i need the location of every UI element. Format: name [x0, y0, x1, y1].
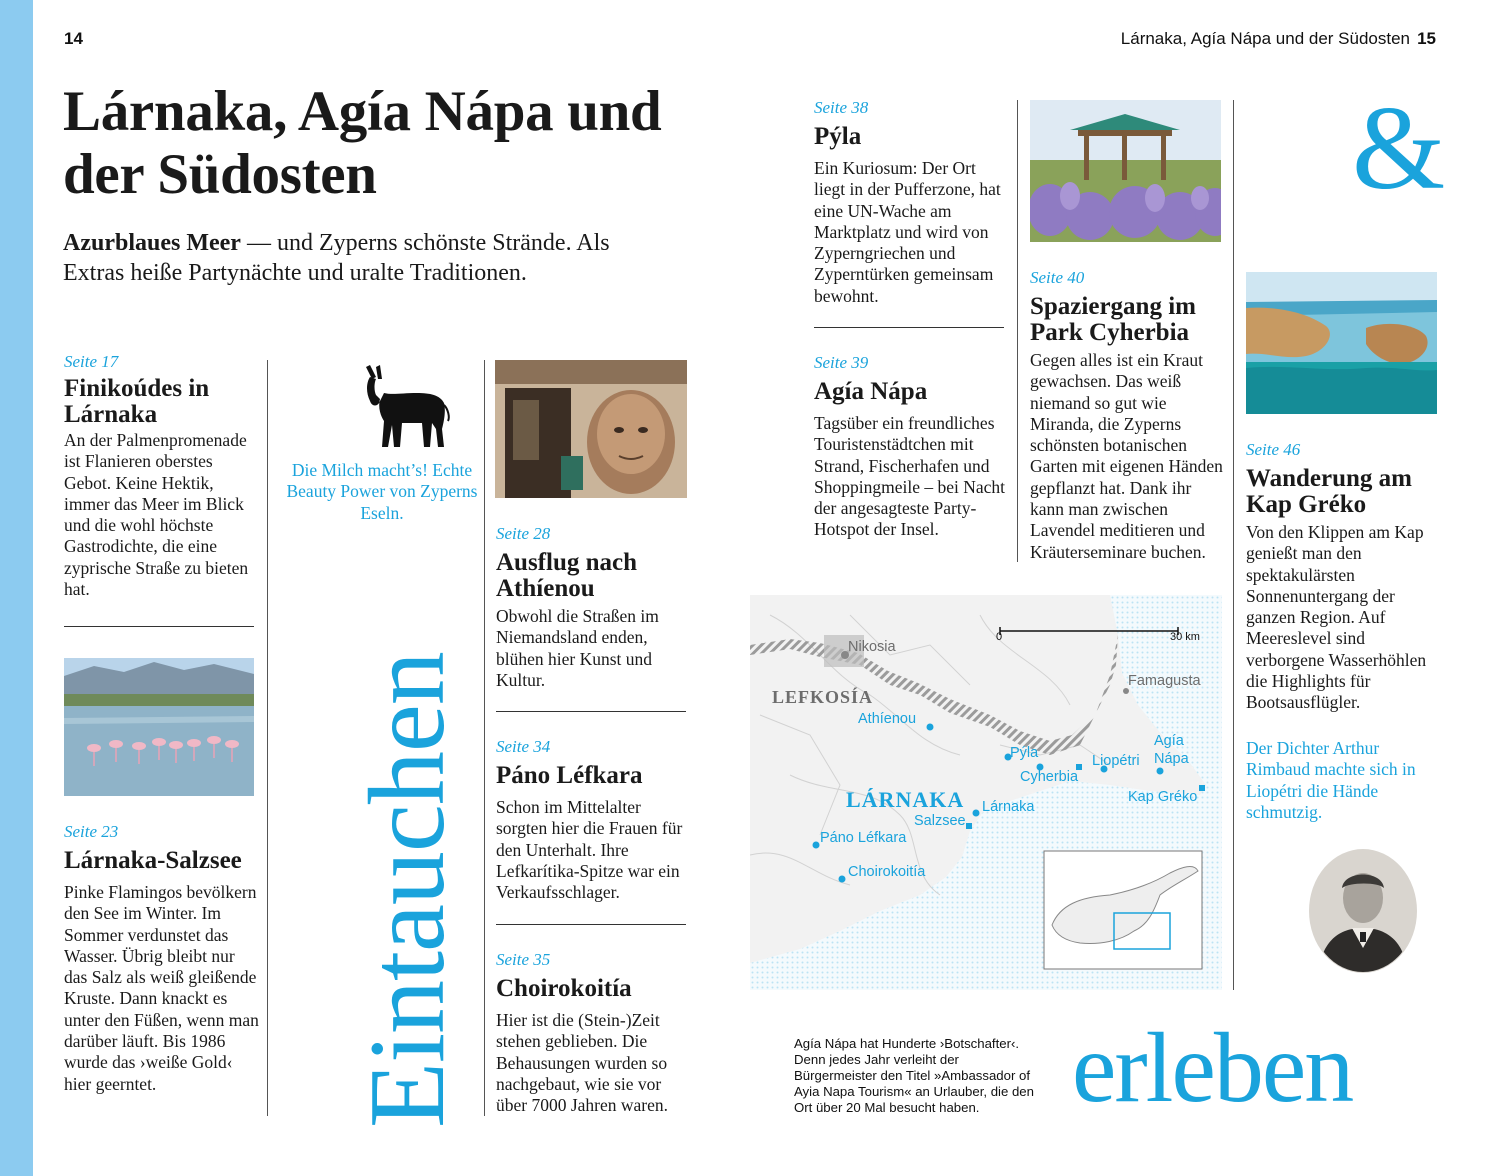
entry-text: Tagsüber ein freundliches Touristenstädtchen mit Strand, Fischerhafen und Shoppingmeile – bei Nacht der angesagteste Party-Hotspot der Insel. [814, 413, 1006, 540]
vertical-word-eintauchen: Eintauchen [348, 652, 467, 1128]
entry-title: Ausflug nach Athíenou [496, 549, 638, 602]
gazebo-lavender-photo [1030, 100, 1221, 242]
map-label-salzsee: Salzsee [914, 813, 966, 829]
column-rule [484, 360, 485, 1116]
map-label-famagusta: Famagusta [1128, 673, 1201, 689]
entry-text: Obwohl die Straßen im Niemandsland enden, blühen hier Kunst und Kultur. [496, 606, 659, 690]
divider [64, 626, 254, 627]
entry-text: Schon im Mittelalter sorgten hier die Frauen für den Unterhalt. Ihre Lefkarítika-Spitze war ein Verkaufsschlager. [496, 797, 683, 903]
map-label-nikosia: Nikosia [848, 639, 896, 655]
entry-page-ref: Seite 35 [496, 950, 551, 969]
map-label-cyherbia: Cyherbia [1020, 769, 1079, 785]
entry-pano-lefkara [496, 737, 688, 903]
entry-finikoudes [64, 352, 260, 600]
ampersand: & [1352, 81, 1446, 214]
entry-text: Gegen alles ist ein Kraut gewachsen. Das weiß niemand so gut wie Miranda, die Zyperns schönsten botanischen Garten mit eigenen Händen gepflanzt hat. Dank ihr kann man zwischen Lavendel meditieren und Kräuterseminare buchen. [1030, 350, 1223, 562]
entry-text: An der Palmenpromenade ist Flanieren oberstes Gebot. Keine Hektik, immer das Meer im Blick und die wohl höchste Gastrodichte, die eine zyprische Straße zu bieten hat. [64, 430, 249, 600]
map-label-lefkosia: LEFKOSÍA [772, 687, 874, 707]
entry-page-ref: Seite 38 [814, 98, 869, 117]
entry-agia-napa [814, 353, 1008, 541]
entry-title: Finikoúdes in Lárnaka [64, 375, 210, 428]
entry-cyherbia [1030, 268, 1226, 563]
page-title [63, 80, 661, 206]
donkey-quote: Die Milch macht’s! Echte Beauty Power von Zyperns Eseln. [286, 460, 478, 523]
title-line-2: der Südosten [63, 143, 377, 206]
cape-greko-photo [1246, 272, 1437, 414]
rimbaud-quote: Der Dichter Arthur Rimbaud machte sich in Liopétri die Hände schmutzig. [1246, 738, 1416, 822]
flamingo-photo [64, 658, 254, 796]
intro-text [63, 228, 663, 288]
entry-page-ref: Seite 40 [1030, 268, 1085, 287]
entry-page-ref: Seite 39 [814, 353, 869, 372]
entry-title: Páno Léfkara [496, 762, 643, 789]
region-map [750, 595, 1222, 990]
entry-page-ref: Seite 17 [64, 352, 119, 371]
entry-page-ref: Seite 46 [1246, 440, 1301, 459]
entry-text: Hier ist die (Stein-)Zeit stehen geblieben. Die Behausungen wurden so nachgebaut, wie sie vor über 7000 Jahren waren. [496, 1010, 669, 1116]
map-label-pyla: Pýla [1010, 745, 1039, 761]
title-line-1: Lárnaka, Agía Nápa und [63, 80, 662, 143]
intro-body: — und Zyperns schönste Strände. Als Extras heiße Partynächte und uralte Traditionen. [63, 230, 610, 286]
map-label-larnaka-region: LÁRNAKA [846, 787, 965, 812]
mural-photo [495, 360, 687, 498]
entry-text: Von den Klippen am Kap genießt man den spektakulärsten Sonnenuntergang der ganzen Region. Auf Meereslevel sind verborgene Wasserhöhlen die Highlights für Bootsausflügler. [1246, 522, 1427, 713]
running-head: Lárnaka, Agía Nápa und der Südosten [1120, 29, 1410, 48]
entry-title: Wanderung am Kap Gréko [1246, 465, 1413, 518]
divider [496, 711, 686, 712]
left-page-number: 14 [64, 29, 83, 48]
right-page-number: 15 [1417, 29, 1436, 48]
entry-text: Ein Kuriosum: Der Ort liegt in der Pufferzone, hat eine UN-Wache am Marktplatz und wird von Zyperngriechen und Zyperntürken gemeinsam bewohnt. [814, 158, 1001, 306]
map-scale-start: 0 [996, 631, 1003, 643]
entry-title: Pýla [814, 123, 862, 150]
map-label-liopetri: Liopétri [1092, 753, 1140, 769]
intro-lead: Azurblaues Meer [63, 230, 241, 256]
entry-page-ref: Seite 28 [496, 524, 551, 543]
entry-kap-greko [1246, 440, 1442, 714]
map-label-choirokoitia: Choirokoitía [848, 864, 926, 880]
column-rule [1233, 100, 1234, 990]
ambassador-caption: Agía Nápa hat Hunderte ›Botschafter‹. Denn jedes Jahr verleiht der Bürgermeister den Titel »Ambassador of Ayia Napa Tourism« an Urlauber, die den Ort über 20 Mal besucht haben. [794, 1036, 1034, 1115]
divider [814, 327, 1004, 328]
map-label-pano-lefkara: Páno Léfkara [820, 830, 907, 846]
map-scale-end: 30 km [1170, 631, 1200, 643]
column-rule [1017, 100, 1018, 562]
column-rule [267, 360, 268, 1116]
map-label-athienou: Athíenou [858, 711, 917, 727]
donkey-icon [362, 363, 454, 451]
map-label-agia: Agía [1154, 733, 1184, 749]
entry-athienou [496, 524, 688, 691]
entry-title: Spaziergang im Park Cyherbia [1030, 293, 1196, 346]
entry-page-ref: Seite 23 [64, 822, 119, 841]
entry-page-ref: Seite 34 [496, 737, 551, 756]
entry-salzsee [64, 822, 260, 1095]
entry-text: Pinke Flamingos bevölkern den See im Winter. Im Sommer verdunstet das Wasser. Übrig bleibt nur das Salz als weiß gleißende Kruste. Dann knackt es unter den Füßen, wenn man darüber läuft. Bis 1986 wurde das ›weiße Gold‹ hier geerntet. [64, 882, 259, 1094]
entry-title: Choirokoitía [496, 975, 632, 1002]
rimbaud-portrait [1308, 848, 1418, 974]
map-label-napa: Nápa [1154, 751, 1189, 767]
entry-pyla [814, 98, 1008, 307]
entry-choirokoitia [496, 950, 688, 1116]
big-word-erleben: erleben [1072, 1012, 1353, 1123]
entry-title: Lárnaka-Salzsee [64, 847, 242, 874]
page-edge-band [0, 0, 33, 1176]
entry-title: Agía Nápa [814, 378, 928, 405]
map-label-larnaka: Lárnaka [982, 799, 1035, 815]
map-label-kap-greko: Kap Gréko [1128, 789, 1198, 805]
divider [496, 924, 686, 925]
